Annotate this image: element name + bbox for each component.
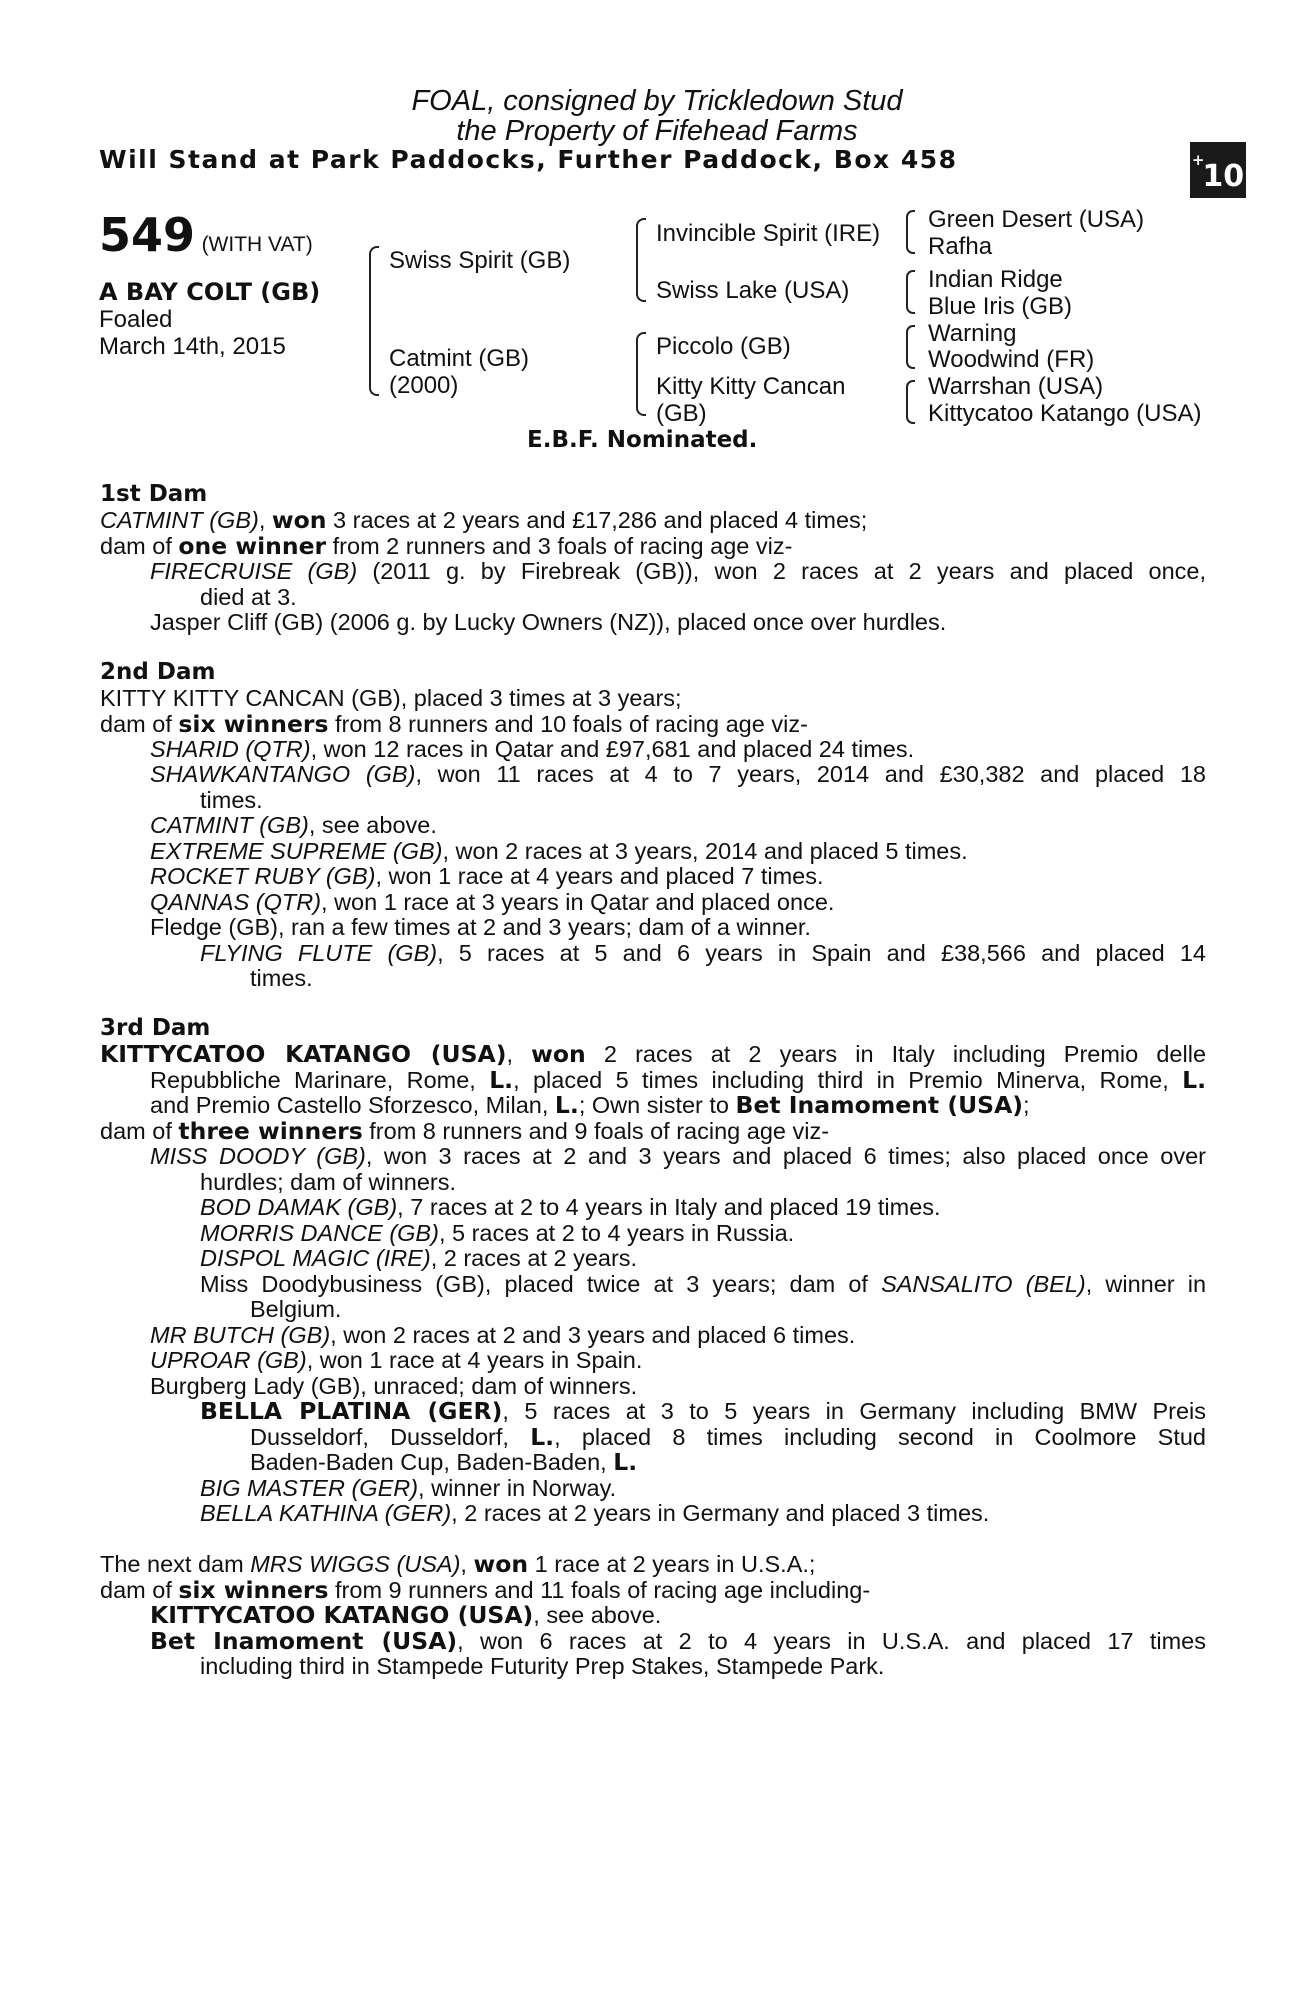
gen3-bracket-4	[906, 380, 915, 424]
first-dam-line2: dam of one winner from 2 runners and 3 foals of racing age viz-	[100, 532, 793, 560]
second-dam-progeny-2-cont: times.	[200, 787, 263, 813]
ebf-note: E.B.F. Nominated.	[527, 427, 758, 453]
third-dam-progeny-10: BIG MASTER (GER), winner in Norway.	[200, 1475, 617, 1501]
gen3-8: Kittycatoo Katango (USA)	[928, 400, 1202, 427]
third-dam-title: 3rd Dam	[100, 1015, 211, 1041]
lot-title: A BAY COLT (GB)	[99, 278, 321, 306]
third-dam-progeny-1-cont: hurdles; dam of winners.	[200, 1169, 457, 1195]
gen3-bracket-1	[906, 210, 915, 254]
sire: Swiss Spirit (GB)	[389, 247, 571, 274]
third-dam-progeny-1: MISS DOODY (GB), won 3 races at 2 and 3 years and placed 6 times; also placed once over	[150, 1143, 1206, 1169]
lot-number: 549	[99, 208, 196, 262]
third-dam-progeny-9-line2: Dusseldorf, Dusseldorf, L., placed 8 times including second in Coolmore Stud	[250, 1423, 1206, 1451]
gen3-3: Indian Ridge	[928, 266, 1063, 293]
sire-sire: Invincible Spirit (IRE)	[656, 220, 881, 247]
gen3-7: Warrshan (USA)	[928, 373, 1104, 400]
third-dam-progeny-8: Burgberg Lady (GB), unraced; dam of winners.	[150, 1373, 638, 1399]
third-dam-progeny-11: BELLA KATHINA (GER), 2 races at 2 years in Germany and placed 3 times.	[200, 1500, 990, 1526]
first-dam-progeny-1-cont: died at 3.	[200, 584, 297, 610]
third-dam-progeny-3: MORRIS DANCE (GB), 5 races at 2 to 4 years in Russia.	[200, 1220, 795, 1246]
second-dam-line2: dam of six winners from 8 runners and 10 foals of racing age viz-	[100, 710, 808, 738]
second-dam-progeny-6: QANNAS (QTR), won 1 race at 3 years in Qatar and placed once.	[150, 889, 835, 915]
third-dam-progeny-4: DISPOL MAGIC (IRE), 2 races at 2 years.	[200, 1245, 638, 1271]
first-dam-line1: CATMINT (GB), won 3 races at 2 years and £17,286 and placed 4 times;	[100, 506, 868, 534]
third-dam-progeny-9-line3: Baden-Baden Cup, Baden-Baden, L.	[250, 1448, 638, 1476]
gen3-5: Warning	[928, 320, 1017, 347]
dam-dam-line1: Kitty Kitty Cancan	[656, 373, 846, 400]
sire-bracket	[636, 218, 646, 302]
next-dam-line2: dam of six winners from 9 runners and 11 foals of racing age including-	[100, 1576, 871, 1604]
next-dam-progeny-1: KITTYCATOO KATANGO (USA), see above.	[150, 1601, 662, 1629]
third-dam-line4: dam of three winners from 8 runners and 9 foals of racing age viz-	[100, 1117, 830, 1145]
third-dam-line3: and Premio Castello Sforzesco, Milan, L.; Own sister to Bet Inamoment (USA);	[150, 1091, 1030, 1119]
second-dam-progeny-8-cont: times.	[250, 965, 313, 991]
first-dam-progeny-1: FIRECRUISE (GB) (2011 g. by Firebreak (GB)), won 2 races at 2 years and placed once,	[150, 558, 1206, 584]
second-dam-progeny-7: Fledge (GB), ran a few times at 2 and 3 years; dam of a winner.	[150, 914, 811, 940]
gen3-bracket-2	[906, 270, 915, 314]
second-dam-progeny-4: EXTREME SUPREME (GB), won 2 races at 3 years, 2014 and placed 5 times.	[150, 838, 968, 864]
gen3-6: Woodwind (FR)	[928, 346, 1095, 373]
dam: Catmint (GB)	[389, 345, 530, 372]
second-dam-progeny-8: FLYING FLUTE (GB), 5 races at 5 and 6 years in Spain and £38,566 and placed 14	[200, 940, 1206, 966]
third-dam-progeny-6: MR BUTCH (GB), won 2 races at 2 and 3 years and placed 6 times.	[150, 1322, 856, 1348]
third-dam-progeny-7: UPROAR (GB), won 1 race at 4 years in Spain.	[150, 1347, 643, 1373]
lot-number-block	[99, 210, 313, 260]
second-dam-progeny-3: CATMINT (GB), see above.	[150, 812, 437, 838]
third-dam-progeny-2: BOD DAMAK (GB), 7 races at 2 to 4 years in Italy and placed 19 times.	[200, 1194, 941, 1220]
second-dam-progeny-2: SHAWKANTANGO (GB), won 11 races at 4 to 7 years, 2014 and £30,382 and placed 18	[150, 761, 1206, 787]
next-dam-progeny-2-cont: including third in Stampede Futurity Prep Stakes, Stampede Park.	[200, 1653, 885, 1679]
first-dam-progeny-2: Jasper Cliff (GB) (2006 g. by Lucky Owners (NZ)), placed once over hurdles.	[150, 609, 947, 635]
consignor-line: FOAL, consigned by Trickledown Stud	[411, 85, 903, 117]
gen3-2: Rafha	[928, 233, 993, 260]
third-dam-progeny-5: Miss Doodybusiness (GB), placed twice at 3 years; dam of SANSALITO (BEL), winner in	[200, 1271, 1207, 1297]
pedigree-bracket-main	[369, 246, 379, 396]
vat-label: (WITH VAT)	[201, 233, 313, 256]
third-dam-line1: KITTYCATOO KATANGO (USA), won 2 races at 2 years in Italy including Premio delle	[100, 1040, 1207, 1068]
third-dam-line2: Repubbliche Marinare, Rome, L., placed 5 times including third in Premio Minerva, Rome, L.	[150, 1066, 1207, 1094]
gen3-bracket-3	[906, 325, 915, 369]
dam-dam-line2: (GB)	[656, 400, 707, 427]
second-dam-progeny-5: ROCKET RUBY (GB), won 1 race at 4 years and placed 7 times.	[150, 863, 824, 889]
property-line: the Property of Fifehead Farms	[456, 115, 858, 147]
gen3-4: Blue Iris (GB)	[928, 293, 1073, 320]
next-dam-progeny-2: Bet Inamoment (USA), won 6 races at 2 to 4 years in U.S.A. and placed 17 times	[150, 1627, 1206, 1655]
first-dam-title: 1st Dam	[100, 481, 208, 507]
location-line: Will Stand at Park Paddocks, Further Paddock, Box 458	[99, 145, 958, 174]
second-dam-progeny-1: SHARID (QTR), won 12 races in Qatar and £97,681 and placed 24 times.	[150, 736, 915, 762]
lot-badge-icon: +10	[1190, 142, 1246, 198]
third-dam-progeny-9: BELLA PLATINA (GER), 5 races at 3 to 5 years in Germany including BMW Preis	[200, 1397, 1207, 1425]
second-dam-title: 2nd Dam	[100, 659, 216, 685]
sire-dam: Swiss Lake (USA)	[656, 277, 850, 304]
next-dam-line1: The next dam MRS WIGGS (USA), won 1 race at 2 years in U.S.A.;	[100, 1550, 816, 1578]
foaled-label: Foaled	[99, 306, 173, 333]
dam-sire: Piccolo (GB)	[656, 333, 791, 360]
dam-bracket	[636, 332, 646, 416]
dam-year: (2000)	[389, 372, 459, 399]
second-dam-line1: KITTY KITTY CANCAN (GB), placed 3 times at 3 years;	[100, 685, 682, 711]
gen3-1: Green Desert (USA)	[928, 206, 1145, 233]
third-dam-progeny-5-cont: Belgium.	[250, 1296, 342, 1322]
foaled-date: March 14th, 2015	[99, 333, 286, 360]
